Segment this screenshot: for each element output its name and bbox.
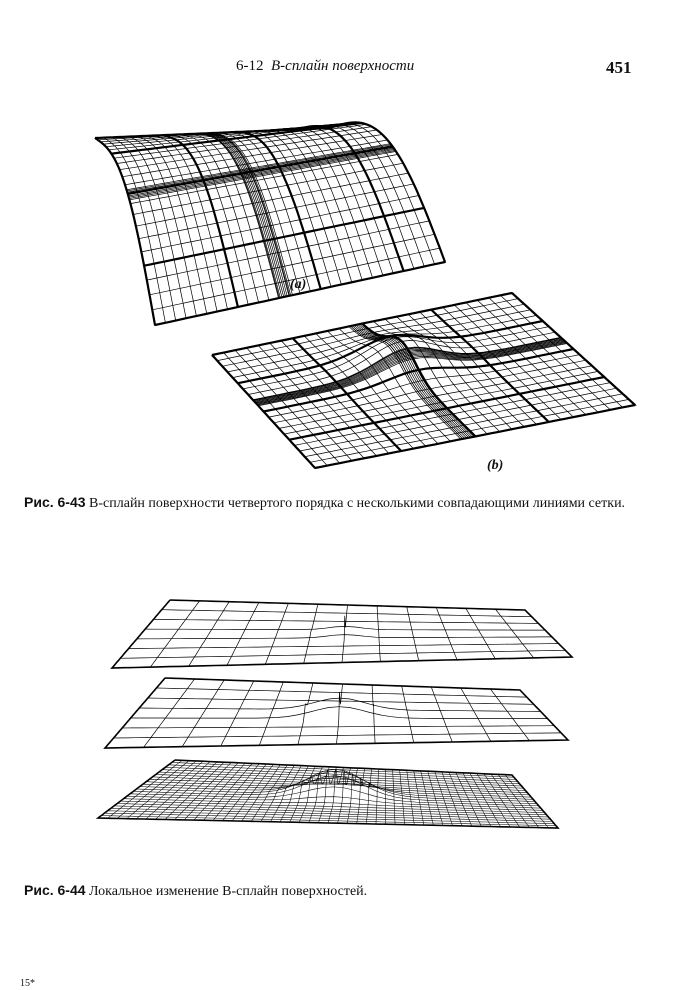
- mesh-line: [313, 124, 424, 266]
- mesh-line: [309, 767, 330, 823]
- running-header: [236, 58, 414, 75]
- figure-6-43b-label: (b): [487, 458, 504, 473]
- mesh-line: [294, 383, 610, 446]
- mesh-line: [139, 184, 414, 239]
- page-number: 451: [606, 58, 632, 77]
- caption-text: В-сплайн поверхности четвертого порядка с несколькими совпадающими линиями сетки.: [89, 496, 626, 511]
- mesh-line: [310, 399, 629, 462]
- section-title: В-сплайн поверхности: [271, 58, 415, 74]
- caption-text: Локальное изменение В-сплайн поверхностей.: [89, 884, 368, 899]
- mesh-line: [145, 136, 217, 312]
- mesh-line: [141, 196, 419, 252]
- mesh-line: [128, 147, 393, 194]
- mesh-line: [337, 684, 343, 744]
- mesh-line: [407, 770, 415, 825]
- mesh-line: [129, 151, 396, 199]
- figure-6-43-caption: [24, 492, 644, 514]
- mesh-line: [129, 150, 395, 198]
- mesh-line: [128, 148, 394, 196]
- mesh-line: [284, 371, 598, 434]
- mesh-line: [377, 606, 380, 662]
- signature-mark: 15*: [20, 978, 35, 989]
- caption-number: Рис. 6-43: [24, 494, 86, 510]
- mesh-line: [117, 804, 546, 815]
- caption-number: Рис. 6-44: [24, 882, 86, 898]
- mesh-line: [342, 605, 348, 663]
- mesh-line: [127, 146, 392, 193]
- mesh-line: [305, 394, 623, 457]
- mesh-line: [147, 221, 430, 280]
- mesh-line: [305, 125, 414, 269]
- mesh-line: [206, 133, 292, 295]
- mesh-line: [179, 134, 259, 302]
- figure-6-44-surfaces: [0, 585, 691, 850]
- mesh-line: [198, 134, 282, 298]
- section-number: 6-12: [236, 58, 264, 74]
- figure-6-43a-label: (a): [290, 277, 307, 292]
- figure-6-44-caption: [24, 880, 644, 902]
- mesh-line: [366, 769, 371, 824]
- mesh-line: [197, 134, 281, 298]
- mesh-line: [205, 133, 291, 295]
- mesh-line: [400, 770, 405, 825]
- mesh-line: [300, 388, 617, 451]
- figure-6-43b-surface: [0, 290, 691, 475]
